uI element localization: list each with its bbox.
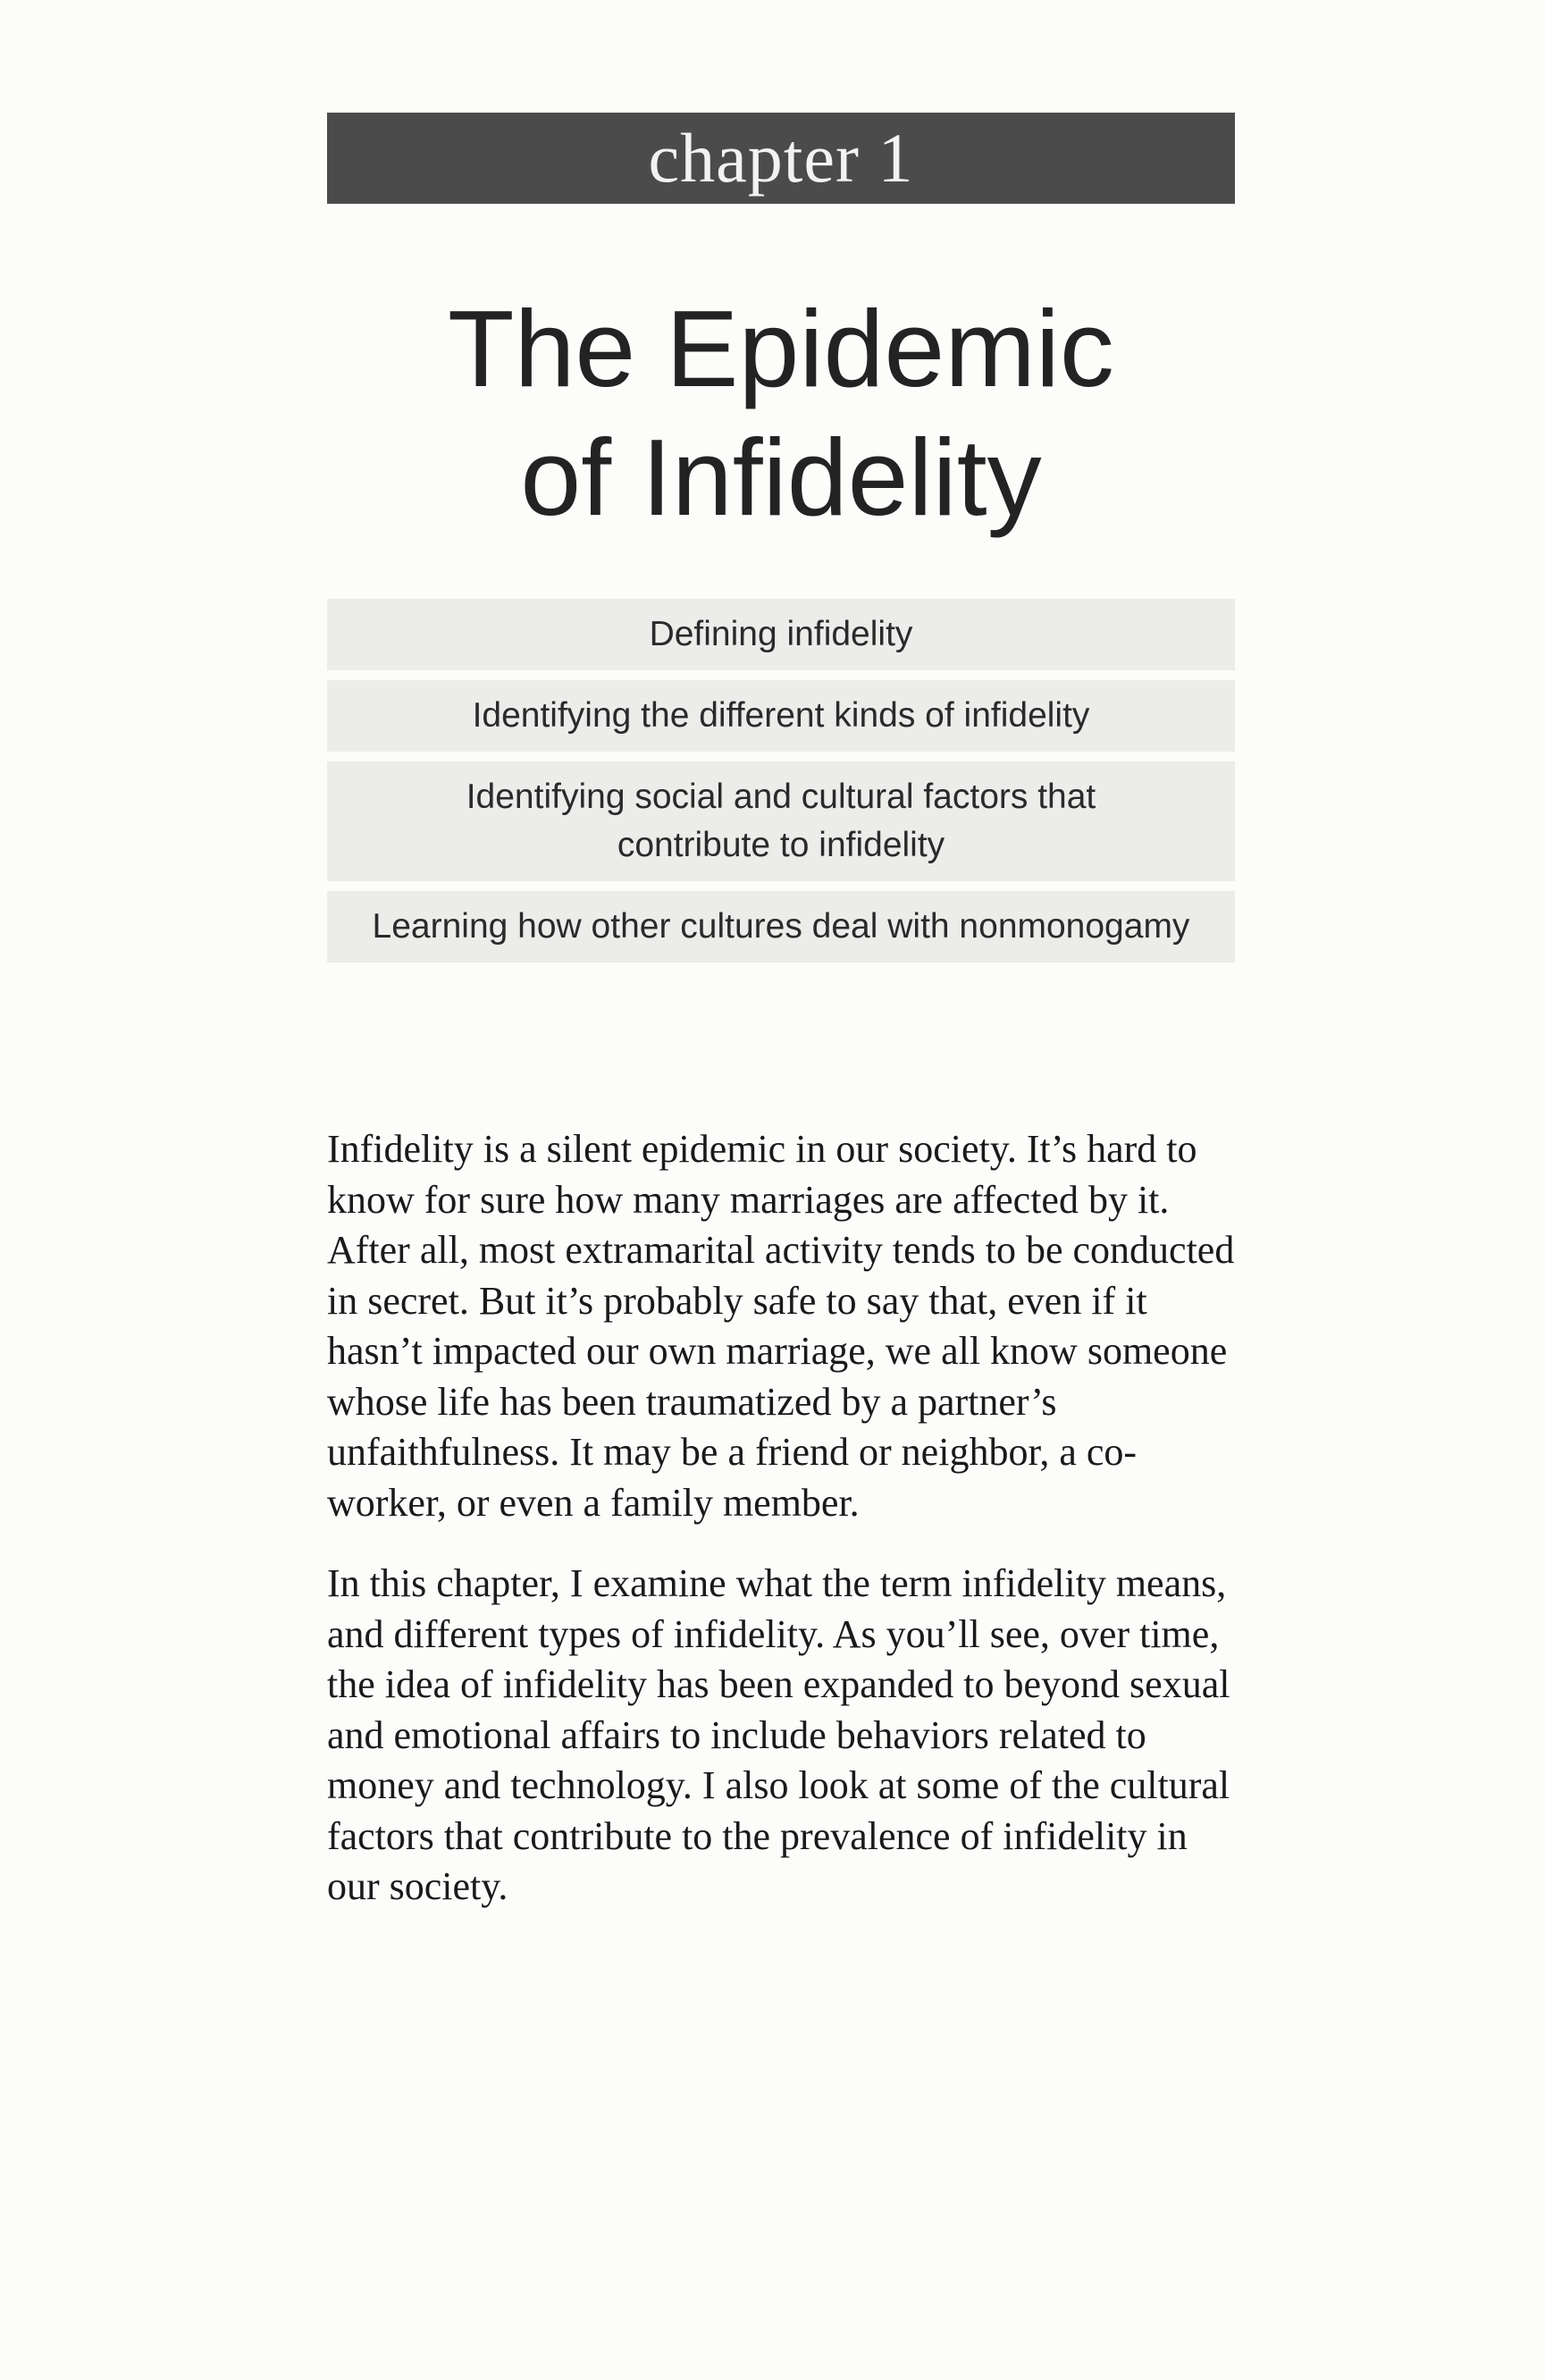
- chapter-title-line-2: of Infidelity: [520, 416, 1042, 538]
- topic-item-defining: Defining infidelity: [327, 599, 1235, 670]
- chapter-title-line-1: The Epidemic: [448, 288, 1114, 409]
- topic-item-cultures: Learning how other cultures deal with nonmonogamy: [327, 891, 1235, 963]
- body-text: [327, 1124, 1239, 1943]
- chapter-banner: [327, 113, 1235, 204]
- chapter-topics-list: [327, 599, 1235, 972]
- chapter-label: chapter 1: [648, 119, 914, 197]
- topic-item-factors: Identifying social and cultural factors that contribute to infidelity: [327, 761, 1235, 881]
- paragraph-chapter-overview: In this chapter, I examine what the term infidelity means, and different types of infidelity. As you’ll see, over time, the idea of infidelity has been expanded to beyond sexual and emotional affairs to include behaviors related to money and technology. I also look at some of the cultural factors that contribute to the prevalence of infidelity in our society.: [327, 1561, 1230, 1908]
- chapter-title: [327, 284, 1235, 542]
- topic-item-kinds: Identifying the different kinds of infidelity: [327, 680, 1235, 752]
- paragraph-intro: Infidelity is a silent epidemic in our society. It’s hard to know for sure how many marriages are affected by it. After all, most extramarital activity tends to be conducted in secret. But it’s probably safe to say that, even if it hasn’t impacted our own marriage, we all know someone whose life has been traumatized by a partner’s unfaithfulness. It may be a friend or neighbor, a co-worker, or even a family member.: [327, 1127, 1235, 1525]
